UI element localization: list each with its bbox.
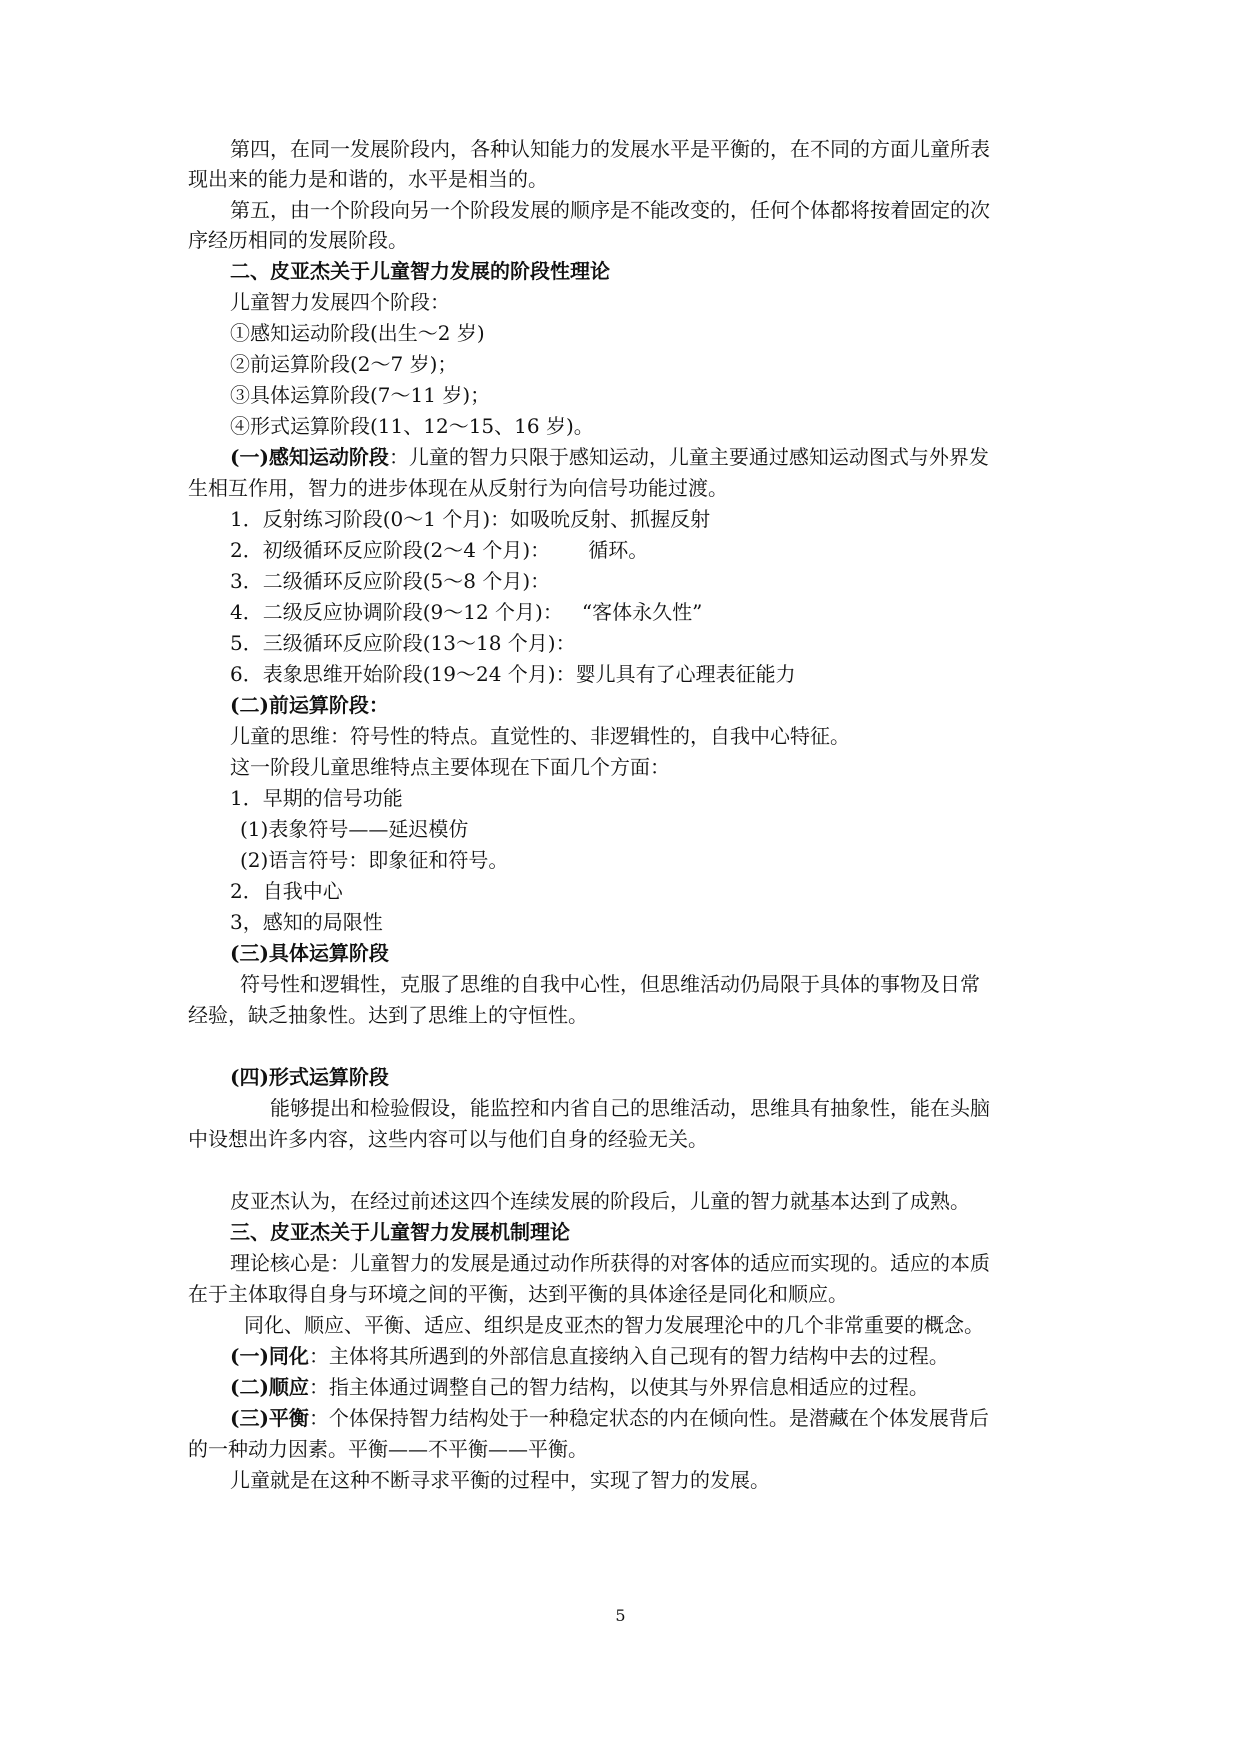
subheading: (三)平衡 — [230, 1406, 309, 1430]
list-item: 4．二级反应协调阶段(9～12 个月)： “客体永久性” — [230, 600, 703, 624]
paragraph-line: 理论核心是：儿童智力的发展是通过动作所获得的对客体的适应而实现的。适应的本质 — [230, 1251, 990, 1275]
subheading: (一)感知运动阶段 — [230, 445, 389, 469]
list-item: 2．初级循环反应阶段(2～4 个月)： 循环。 — [230, 538, 649, 562]
paragraph-line: 在于主体取得自身与环境之间的平衡，达到平衡的具体途径是同化和顺应。 — [188, 1282, 848, 1306]
subheading: (四)形式运算阶段 — [230, 1065, 389, 1089]
list-item: ①感知运动阶段(出生～2 岁) — [230, 321, 485, 345]
paragraph-line: 第四，在同一发展阶段内，各种认知能力的发展水平是平衡的，在不同的方面儿童所表 — [230, 137, 990, 161]
list-item: 1．反射练习阶段(0～1 个月)：如吸吮反射、抓握反射 — [230, 507, 711, 531]
paragraph-line: 儿童就是在这种不断寻求平衡的过程中，实现了智力的发展。 — [230, 1468, 770, 1492]
list-item: ②前运算阶段(2～7 岁)； — [230, 352, 458, 376]
subheading: (二)前运算阶段： — [230, 693, 389, 717]
subheading: (三)具体运算阶段 — [230, 941, 389, 965]
section-heading: 三、皮亚杰关于儿童智力发展机制理论 — [230, 1220, 570, 1244]
paragraph-line: 符号性和逻辑性，克服了思维的自我中心性，但思维活动仍局限于具体的事物及日常 — [240, 972, 980, 996]
paragraph-line: 能够提出和检验假设，能监控和内省自己的思维活动，思维具有抽象性，能在头脑 — [270, 1096, 990, 1120]
list-item: ④形式运算阶段(11、12～15、16 岁)。 — [230, 414, 594, 438]
list-item: (2)语言符号：即象征和符号。 — [240, 848, 509, 872]
paragraph-line: (一)同化：主体将其所遇到的外部信息直接纳入自己现有的智力结构中去的过程。 — [230, 1344, 949, 1368]
list-item: 5．三级循环反应阶段(13～18 个月)： — [230, 631, 576, 655]
paragraph-line: 这一阶段儿童思维特点主要体现在下面几个方面： — [230, 755, 670, 779]
paragraph-line: 中设想出许多内容，这些内容可以与他们自身的经验无关。 — [188, 1127, 708, 1151]
paragraph-line: (二)顺应：指主体通过调整自己的智力结构，以使其与外界信息相适应的过程。 — [230, 1375, 929, 1399]
subheading: (二)顺应 — [230, 1375, 309, 1399]
paragraph-line — [230, 1063, 389, 1091]
list-item: 1．早期的信号功能 — [230, 786, 403, 810]
paragraph-line: 序经历相同的发展阶段。 — [188, 228, 408, 252]
paragraph-line: 同化、顺应、平衡、适应、组织是皮亚杰的智力发展理沦中的几个非常重要的概念。 — [244, 1313, 984, 1337]
paragraph-line: 第五，由一个阶段向另一个阶段发展的顺序是不能改变的，任何个体都将按着固定的次 — [230, 198, 990, 222]
paragraph-line: 儿童智力发展四个阶段： — [230, 290, 450, 314]
paragraph-line: 经验，缺乏抽象性。达到了思维上的守恒性。 — [188, 1003, 588, 1027]
paragraph-line: 生相互作用，智力的进步体现在从反射行为向信号功能过渡。 — [188, 476, 728, 500]
list-item: 3．二级循环反应阶段(5～8 个月)： — [230, 569, 551, 593]
paragraph-line: 皮亚杰认为，在经过前述这四个连续发展的阶段后，儿童的智力就基本达到了成熟。 — [230, 1189, 970, 1213]
paragraph-line: (三)平衡：个体保持智力结构处于一种稳定状态的内在倾向性。是潜藏在个体发展背后 — [230, 1406, 989, 1430]
paragraph-line: 现出来的能力是和谐的，水平是相当的。 — [188, 167, 548, 191]
page-number: 5 — [615, 1606, 626, 1625]
list-item: ③具体运算阶段(7～11 岁)； — [230, 383, 491, 407]
paragraph-line — [230, 939, 389, 967]
list-item: 2．自我中心 — [230, 879, 343, 903]
section-heading: 二、皮亚杰关于儿童智力发展的阶段性理论 — [230, 259, 610, 283]
subheading: (一)同化 — [230, 1344, 309, 1368]
list-item: (1)表象符号——延迟模仿 — [240, 817, 469, 841]
paragraph-line: (一)感知运动阶段：儿童的智力只限于感知运动，儿童主要通过感知运动图式与外界发 — [230, 445, 989, 469]
paragraph-line — [230, 691, 389, 719]
list-item: 3，感知的局限性 — [230, 910, 383, 934]
paragraph-line: 儿童的思维：符号性的特点。直觉性的、非逻辑性的，自我中心特征。 — [230, 724, 850, 748]
list-item: 6．表象思维开始阶段(19～24 个月)：婴儿具有了心理表征能力 — [230, 662, 796, 686]
paragraph-line: 的一种动力因素。平衡——不平衡——平衡。 — [188, 1437, 588, 1461]
